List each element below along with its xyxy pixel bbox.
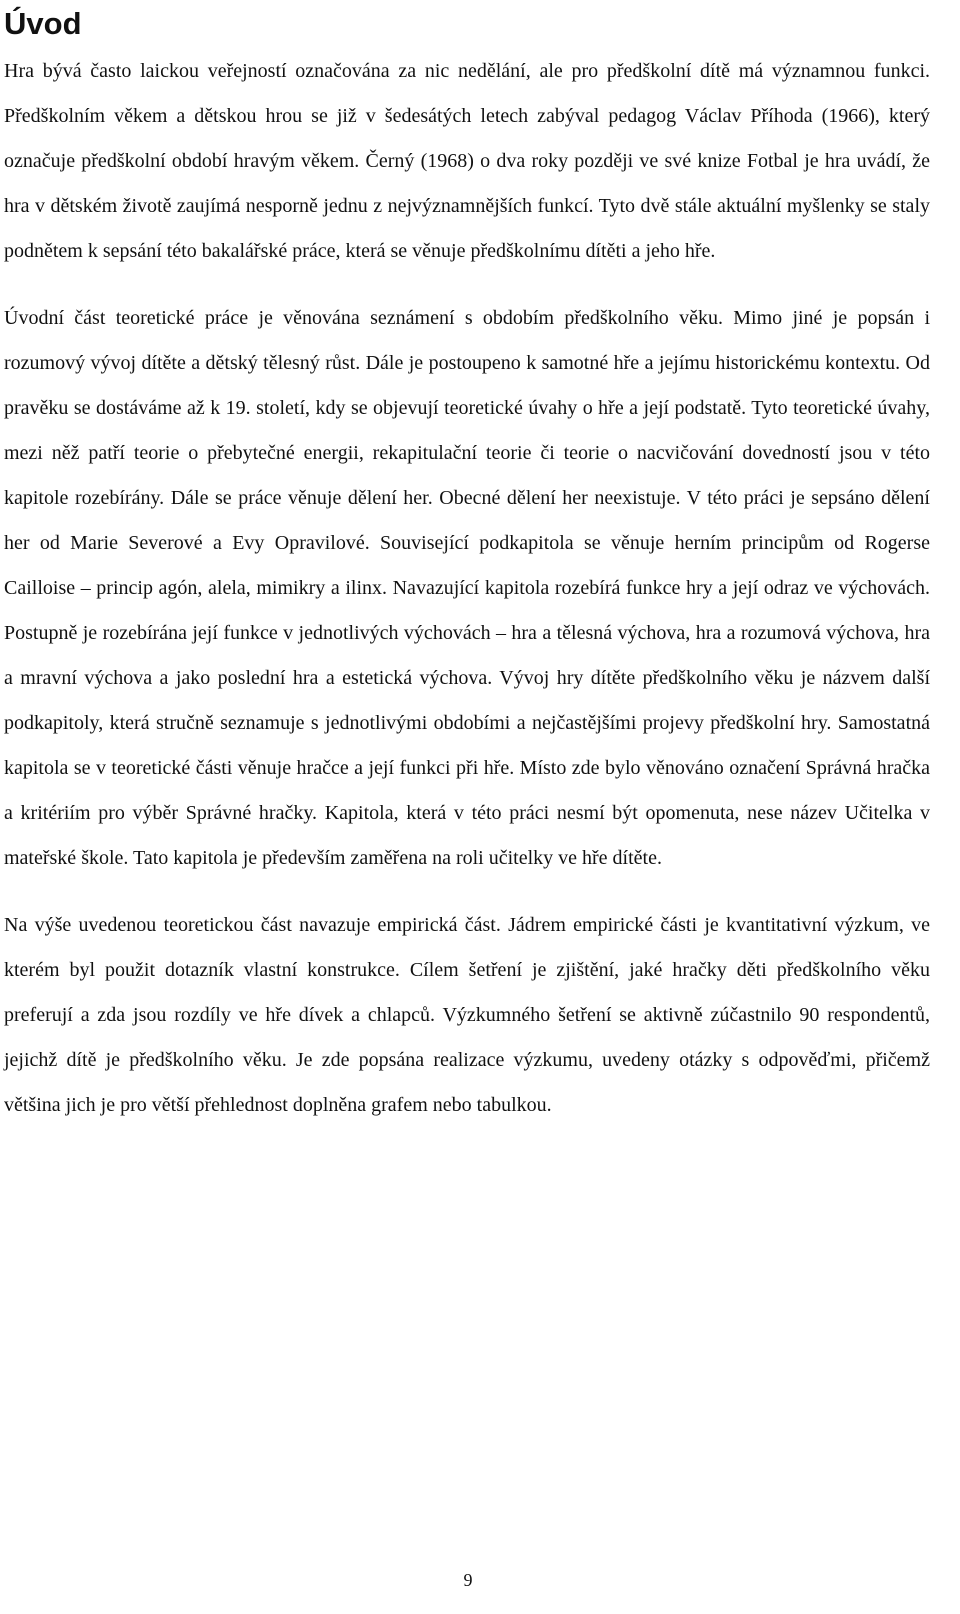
page-title: Úvod	[4, 6, 82, 41]
paragraph-theoretical-part: Úvodní část teoretické práce je věnována seznámení s obdobím předškolního věku. Mimo jiné je popsán i rozumový vývoj dítěte a dětský tělesný růst. Dále je postoupeno k samotné hře a jejímu historickému kontextu. Od pravěku se dostáváme až k 19. století, kdy se objevují teoretické úvahy o hře a její podstatě. Tyto teoretické úvahy, mezi něž patří teorie o přebytečné energii, rekapitulační teorie či teorie o nacvičování dovedností jsou v této kapitole rozebírány. Dále se práce věnuje dělení her. Obecné dělení her neexistuje. V této práci je sepsáno dělení her od Marie Severové a Evy Opravilové. Související podkapitola se věnuje herním principům od Rogerse Cailloise – princip agón, alela, mimikry a ilinx. Navazující kapitola rozebírá funkce hry a její odraz ve výchovách. Postupně je rozebírána její funkce v jednotlivých výchovách – hra a tělesná výchova, hra a rozumová výchova, hra a mravní výchova a jako poslední hra a estetická výchova. Vývoj hry dítěte předškolního věku je názvem další podkapitoly, která stručně seznamuje s jednotlivými obdobími a nejčastějšími projevy předškolní hry. Samostatná kapitola se v teoretické části věnuje hračce a její funkci při hře. Místo zde bylo věnováno označení Správná hračka a kritériím pro výběr Správné hračky. Kapitola, která v této práci nesmí být opomenuta, nese název Učitelka v mateřské škole. Tato kapitola je především zaměřena na roli učitelky ve hře dítěte.	[4, 307, 930, 869]
paragraph-empirical-part: Na výše uvedenou teoretickou část navazuje empirická část. Jádrem empirické části je kvantitativní výzkum, ve kterém byl použit dotazník vlastní konstrukce. Cílem šetření je zjištění, jaké hračky děti předškolního věku preferují a zda jsou rozdíly ve hře dívek a chlapců. Výzkumného šetření se aktivně zúčastnilo 90 respondentů, jejichž dítě je předškolního věku. Je zde popsána realizace výzkumu, uvedeny otázky s odpověďmi, přičemž většina jich je pro větší přehlednost doplněna grafem nebo tabulkou.	[4, 914, 930, 1116]
page-number: 9	[463, 1570, 473, 1590]
paragraph-intro: Hra bývá často laickou veřejností označována za nic nedělání, ale pro předškolní dítě má významnou funkci. Předškolním věkem a dětskou hrou se již v šedesátých letech zabýval pedagog Václav Příhoda (1966), který označuje předškolní období hravým věkem. Černý (1968) o dva roky později ve své knize Fotbal je hra uvádí, že hra v dětském životě zaujímá nesporně jednu z nejvýznamnějších funkcí. Tyto dvě stále aktuální myšlenky se staly podnětem k sepsání této bakalářské práce, která se věnuje předškolnímu dítěti a jeho hře.	[4, 60, 930, 262]
document-page	[4, 0, 930, 1128]
